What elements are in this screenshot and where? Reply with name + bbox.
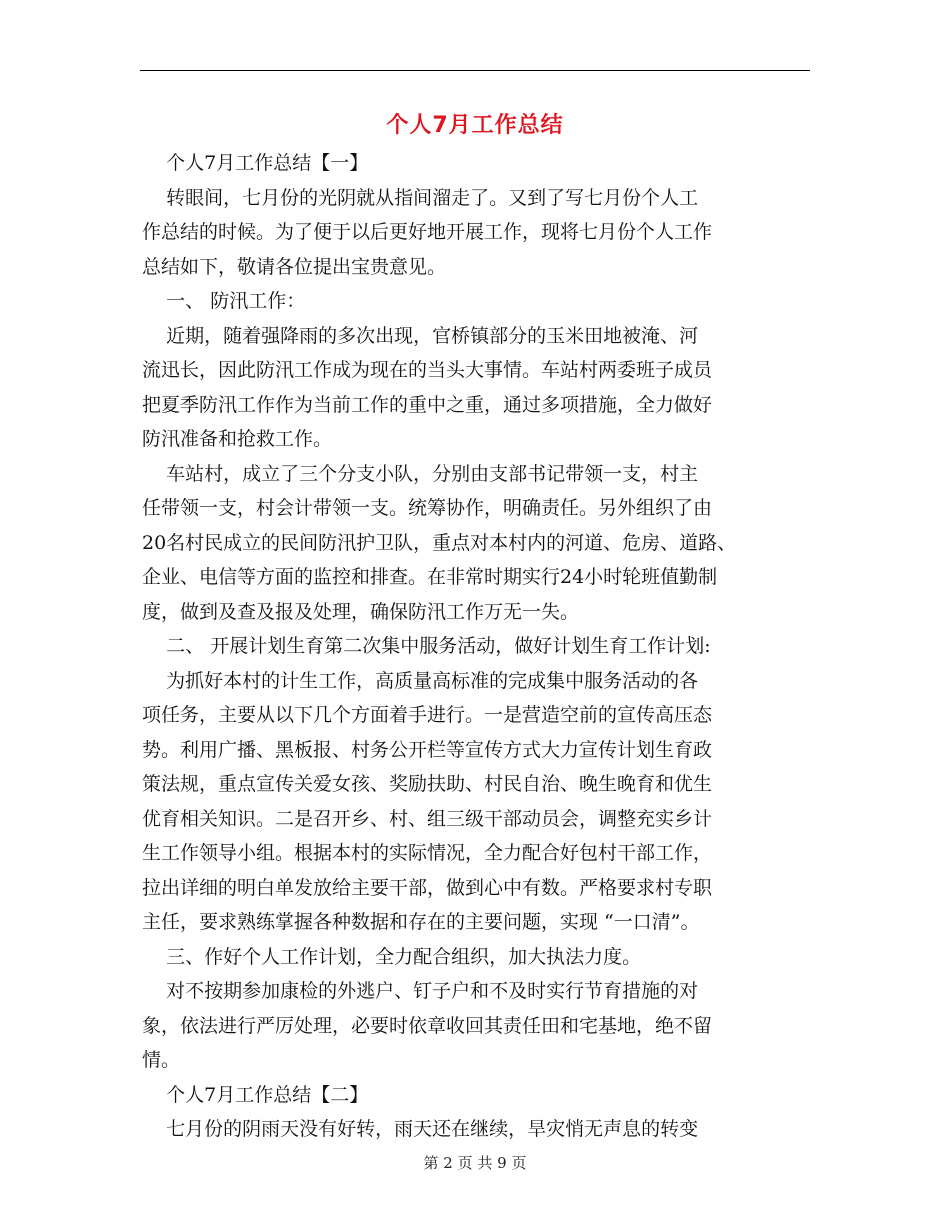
text-line: 企业、电信等方面的监控和排查。在非常时期实行24小时轮班值勤制 (142, 566, 718, 588)
text-line: 车站村，成立了三个分支小队，分别由支部书记带领一支，村主 (142, 462, 699, 485)
text-line: 为抓好本村的计生工作，高质量高标准的完成集中服务活动的各 (142, 669, 699, 692)
text-line: 情。 (142, 1049, 181, 1071)
text-line: 作总结的时候。为了便于以后更好地开展工作，现将七月份个人工作 (142, 221, 713, 243)
text-line: 总结如下，敬请各位提出宝贵意见。 (142, 255, 447, 278)
document-title: 个人7月工作总结 (386, 113, 564, 138)
text-line: 项任务，主要从以下几个方面着手进行。一是营造空前的宣传高压态 (142, 704, 713, 726)
text-line: 主任，要求熟练掌握各种数据和存在的主要问题，实现 “一口清”。 (142, 911, 700, 933)
text-line: 20名村民成立的民间防汛护卫队，重点对本村内的河道、危房、道路、 (142, 531, 737, 554)
text-line: 生工作领导小组。根据本村的实际情况，全力配合好包村干部工作， (142, 842, 713, 864)
text-line: 势。利用广播、黑板报、村务公开栏等宣传方式大力宣传计划生育政 (142, 738, 713, 761)
text-line: 近期，随着强降雨的多次出现，官桥镇部分的玉米田地被淹、河 (142, 324, 699, 347)
page-footer: 第 2 页 共 9 页 (423, 1154, 527, 1172)
text-line: 优育相关知识。二是召开乡、村、组三级干部动员会，调整充实乡计 (142, 807, 713, 830)
text-line: 把夏季防汛工作作为当前工作的重中之重，通过多项措施，全力做好 (142, 393, 713, 416)
text-line: 拉出详细的明白单发放给主要干部，做到心中有数。严格要求村专职 (142, 876, 713, 899)
text-line: 个人7月工作总结【一】 (142, 152, 369, 174)
text-line: 三、作好个人工作计划，全力配合组织，加大执法力度。 (142, 945, 642, 968)
text-line: 七月份的阴雨天没有好转，雨天还在继续，旱灾悄无声息的转变 (142, 1118, 699, 1140)
text-line: 象，依法进行严厉处理，必要时依章收回其责任田和宅基地，绝不留 (142, 1014, 713, 1037)
text-line: 个人7月工作总结【二】 (142, 1083, 369, 1106)
text-line: 防汛准备和抢救工作。 (142, 428, 333, 450)
document-body (142, 146, 810, 1147)
text-line: 对不按期参加康检的外逃户、钉子户和不及时实行节育措施的对 (142, 980, 699, 1002)
text-line: 策法规，重点宣传关爱女孩、奖励扶助、村民自治、晚生晚育和优生 (142, 773, 713, 795)
header-rule (140, 70, 810, 71)
text-line: 转眼间，七月份的光阴就从指间溜走了。又到了写七月份个人工 (142, 186, 699, 209)
text-line: 度，做到及查及报及处理，确保防汛工作万无一失。 (142, 600, 580, 623)
text-line: 一、 防汛工作： (142, 290, 306, 312)
text-line: 流迅长，因此防汛工作成为现在的当头大事情。车站村两委班子成员 (142, 359, 713, 381)
text-line: 任带领一支，村会计带领一支。统筹协作，明确责任。另外组织了由 (142, 497, 713, 519)
text-line: 二、 开展计划生育第二次集中服务活动，做好计划生育工作计划: (142, 635, 711, 657)
